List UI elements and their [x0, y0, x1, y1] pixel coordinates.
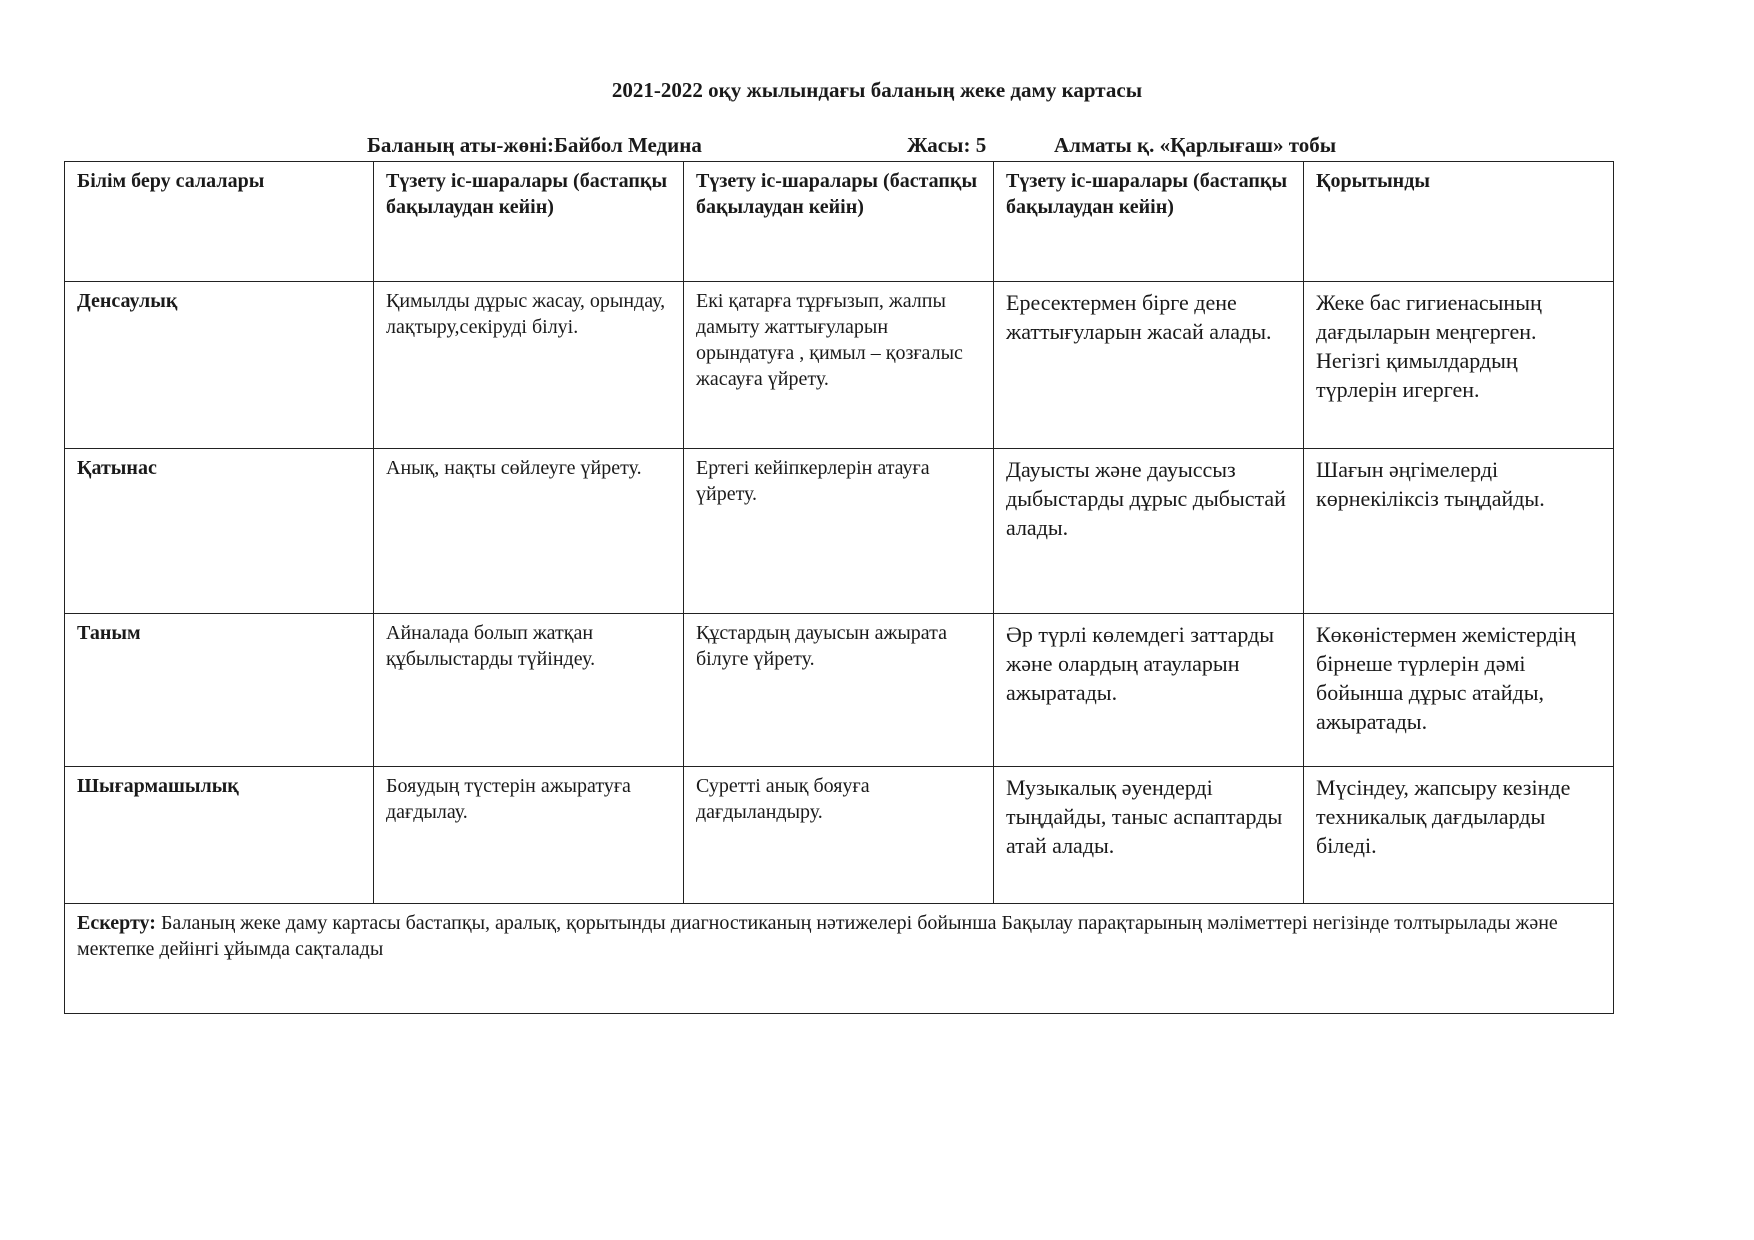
note-cell — [65, 904, 1614, 1014]
table-cell: Музыкалық әуендерді тыңдайды, таныс аспаптарды атай алады. — [994, 767, 1304, 904]
child-name: Баланың аты-жөні:Байбол Медина — [367, 133, 702, 157]
page-title: 2021-2022 оқу жылындағы баланың жеке даму картасы — [611, 78, 1143, 102]
area-cell: Қатынас — [65, 449, 374, 614]
conclusion-cell: Шағын әңгімелерді көрнекіліксіз тыңдайды. — [1304, 449, 1614, 614]
header-corrective-3: Түзету іс-шаралары (бастапқы бақылаудан кейін) — [994, 162, 1304, 282]
conclusion-cell: Жеке бас гигиенасының дағдыларын меңгерген. Негізгі қимылдардың түрлерін игерген. — [1304, 282, 1614, 449]
table-cell: Екі қатарға тұрғызып, жалпы дамыту жаттығуларын орындатуға , қимыл – қозғалыс жасауға үйрету. — [684, 282, 994, 449]
table-cell: Әр түрлі көлемдегі заттарды және олардың атауларын ажыратады. — [994, 614, 1304, 767]
table-cell: Суретті анық бояуға дағдыландыру. — [684, 767, 994, 904]
header-corrective-2: Түзету іс-шаралары (бастапқы бақылаудан кейін) — [684, 162, 994, 282]
table-cell: Қимылды дұрыс жасау, орындау, лақтыру,секіруді білуі. — [374, 282, 684, 449]
header-row — [65, 162, 1614, 282]
development-card-table — [64, 161, 1614, 1014]
header-education-areas: Білім беру салалары — [65, 162, 374, 282]
area-cell: Денсаулық — [65, 282, 374, 449]
table-cell: Бояудың түстерін ажыратуға дағдылау. — [374, 767, 684, 904]
header-conclusion: Қорытынды — [1304, 162, 1614, 282]
area-cell: Шығармашылық — [65, 767, 374, 904]
group-name: Алматы қ. «Қарлығаш» тобы — [1054, 133, 1337, 157]
table-cell: Құстардың дауысын ажырата білуге үйрету. — [684, 614, 994, 767]
table-cell: Дауысты және дауыссыз дыбыстарды дұрыс дыбыстай алады. — [994, 449, 1304, 614]
area-cell: Таным — [65, 614, 374, 767]
note-text: Баланың жеке даму картасы бастапқы, аралық, қорытынды диагностиканың нәтижелері бойынша Бақылау парақтарының мәліметтері негізінде толтырылады және мектепке дейінгі ұйымда сақталады — [77, 912, 1558, 960]
table-cell: Ересектермен бірге дене жаттығуларын жасай алады. — [994, 282, 1304, 449]
table-row — [65, 767, 1614, 904]
table-row — [65, 449, 1614, 614]
table-cell: Айналада болып жатқан құбылыстарды түйіндеу. — [374, 614, 684, 767]
table-cell: Ертегі кейіпкерлерін атауға үйрету. — [684, 449, 994, 614]
header-corrective-1: Түзету іс-шаралары (бастапқы бақылаудан кейін) — [374, 162, 684, 282]
table-row — [65, 614, 1614, 767]
conclusion-cell: Мүсіндеу, жапсыру кезінде техникалық дағдыларды біледі. — [1304, 767, 1614, 904]
note-label: Ескерту: — [77, 912, 156, 934]
note-row — [65, 904, 1614, 1014]
conclusion-cell: Көкөністермен жемістердің бірнеше түрлерін дәмі бойынша дұрыс атайды, ажыратады. — [1304, 614, 1614, 767]
table-cell: Анық, нақты сөйлеуге үйрету. — [374, 449, 684, 614]
child-age: Жасы: 5 — [907, 133, 987, 157]
table-row — [65, 282, 1614, 449]
